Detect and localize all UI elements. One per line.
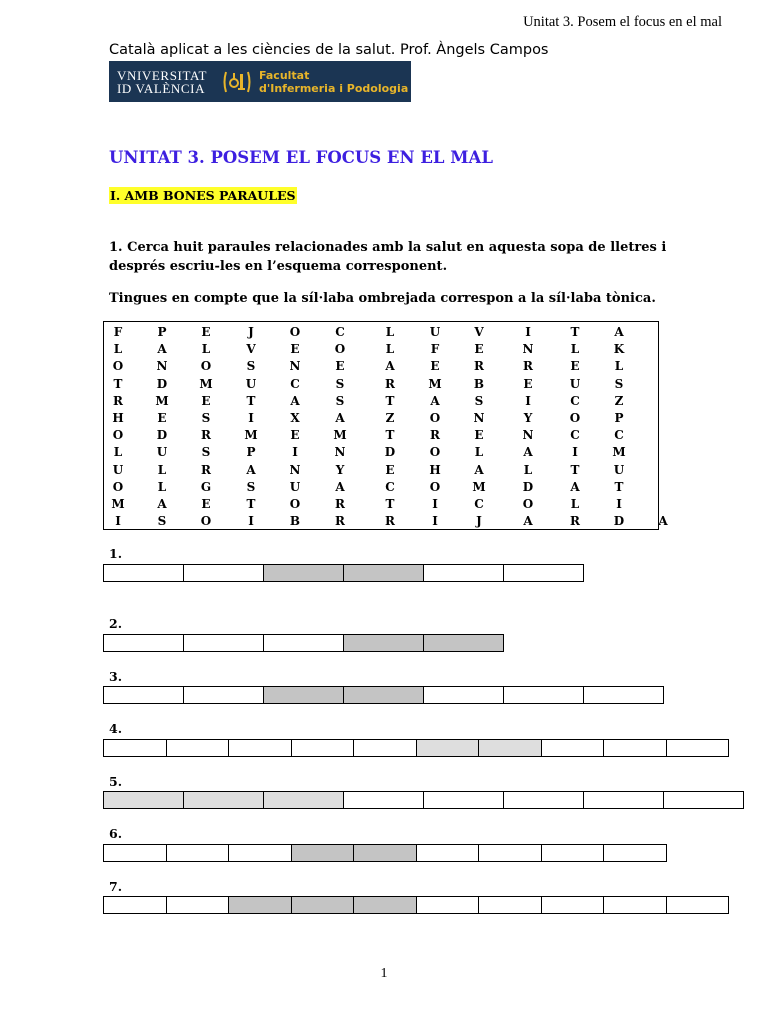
syllable-box[interactable] <box>292 740 355 756</box>
syllable-box-shaded[interactable] <box>417 740 480 756</box>
grid-letter: L <box>614 359 624 374</box>
syllable-box[interactable] <box>104 897 167 913</box>
grid-letter: O <box>522 497 534 511</box>
syllable-box[interactable] <box>667 897 730 913</box>
grid-letter: E <box>335 359 345 374</box>
grid-letter: T <box>246 393 256 408</box>
grid-letter: A <box>523 514 533 529</box>
syllable-box[interactable] <box>479 897 542 913</box>
grid-letter: I <box>432 514 438 529</box>
grid-letter: E <box>201 497 211 511</box>
grid-letter: C <box>474 497 484 511</box>
syllable-box[interactable] <box>424 687 504 703</box>
grid-letter: A <box>335 479 345 494</box>
grid-letter: N <box>473 411 485 425</box>
grid-letter: B <box>473 376 485 391</box>
grid-letter: L <box>385 342 395 357</box>
syllable-box[interactable] <box>584 687 664 703</box>
syllable-box[interactable] <box>264 635 344 651</box>
grid-letter: S <box>246 359 256 374</box>
grid-letter: S <box>201 445 211 460</box>
grid-letter: S <box>335 393 345 408</box>
syllable-box[interactable] <box>504 687 584 703</box>
syllable-box-shaded[interactable] <box>184 792 264 808</box>
grid-letter: L <box>570 342 580 357</box>
grid-letter: E <box>570 359 580 374</box>
syllable-box[interactable] <box>229 845 292 861</box>
syllable-box-shaded[interactable] <box>104 792 184 808</box>
grid-letter: L <box>474 445 484 460</box>
syllable-box[interactable] <box>584 792 664 808</box>
grid-letter: L <box>570 497 580 511</box>
grid-letter: L <box>157 479 167 494</box>
grid-letter: I <box>525 393 531 408</box>
syllable-box-shaded[interactable] <box>264 687 344 703</box>
grid-letter: T <box>570 325 580 339</box>
exercise-label: 3. <box>109 669 123 684</box>
grid-letter: U <box>112 462 124 477</box>
grid-letter: L <box>523 462 533 477</box>
grid-letter: L <box>113 342 123 357</box>
grid-letter: A <box>290 393 300 408</box>
syllable-box[interactable] <box>104 565 184 581</box>
syllable-box[interactable] <box>229 740 292 756</box>
grid-letter: P <box>246 445 256 460</box>
syllable-box-shaded[interactable] <box>479 740 542 756</box>
syllable-box[interactable] <box>604 897 667 913</box>
grid-letter: N <box>156 359 168 374</box>
syllable-box-shaded[interactable] <box>344 565 424 581</box>
grid-letter: E <box>290 342 300 357</box>
grid-letter: S <box>614 376 624 391</box>
grid-letter: N <box>289 462 301 477</box>
grid-letter: S <box>201 411 211 425</box>
grid-letter: N <box>334 445 346 460</box>
grid-letter: O <box>200 514 212 529</box>
exercise-label: 2. <box>109 616 123 631</box>
grid-letter: T <box>385 393 395 408</box>
grid-letter: S <box>474 393 484 408</box>
exercise-label: 6. <box>109 826 123 841</box>
syllable-box[interactable] <box>542 845 605 861</box>
page-number: 1 <box>380 966 388 981</box>
grid-letter: U <box>245 376 257 391</box>
syllable-box[interactable] <box>354 740 417 756</box>
syllable-box-shaded[interactable] <box>344 687 424 703</box>
syllable-box[interactable] <box>604 845 667 861</box>
grid-letter: Z <box>614 393 624 408</box>
grid-letter: R <box>335 497 345 511</box>
grid-letter: E <box>385 462 395 477</box>
grid-letter: T <box>614 479 624 494</box>
exercise-label: 7. <box>109 879 123 894</box>
grid-letter: Z <box>385 411 395 425</box>
syllable-scheme <box>103 791 744 809</box>
syllable-box[interactable] <box>424 565 504 581</box>
syllable-box[interactable] <box>104 635 184 651</box>
grid-letter: A <box>430 393 440 408</box>
grid-letter: A <box>523 445 533 460</box>
grid-letter: U <box>429 325 441 339</box>
grid-letter: U <box>613 462 625 477</box>
syllable-box[interactable] <box>184 687 264 703</box>
grid-letter: T <box>385 428 395 443</box>
grid-letter: A <box>246 462 256 477</box>
grid-letter: C <box>290 376 300 391</box>
exercise-label: 4. <box>109 721 123 736</box>
syllable-box[interactable] <box>344 792 424 808</box>
grid-letter: C <box>385 479 395 494</box>
grid-letter: E <box>201 325 211 339</box>
syllable-box[interactable] <box>104 687 184 703</box>
grid-letter: L <box>113 445 123 460</box>
syllable-box[interactable] <box>104 740 167 756</box>
grid-letter: U <box>156 445 168 460</box>
grid-letter: A <box>614 325 624 339</box>
grid-letter: R <box>201 462 211 477</box>
grid-letter: N <box>289 359 301 374</box>
syllable-scheme <box>103 896 729 914</box>
syllable-box-shaded[interactable] <box>424 635 504 651</box>
grid-letter: I <box>248 514 254 529</box>
grid-letter: N <box>522 342 534 357</box>
grid-letter: M <box>244 428 258 443</box>
grid-letter: O <box>289 325 301 339</box>
grid-letter: J <box>248 325 254 339</box>
syllable-box-shaded[interactable] <box>229 897 292 913</box>
grid-letter: T <box>246 497 256 511</box>
faculty-wordmark <box>259 69 408 95</box>
running-head: Unitat 3. Posem el focus en el mal <box>523 14 722 30</box>
grid-letter: E <box>430 359 440 374</box>
grid-letter: S <box>157 514 167 529</box>
grid-letter: Y <box>523 411 533 425</box>
grid-letter: E <box>474 342 484 357</box>
syllable-box-shaded[interactable] <box>354 897 417 913</box>
grid-letter: J <box>476 514 482 529</box>
syllable-box[interactable] <box>504 792 584 808</box>
grid-letter: A <box>474 462 484 477</box>
syllable-box[interactable] <box>604 740 667 756</box>
instruction-stress: Tingues en compte que la síl·laba ombrejada correspon a la síl·laba tònica. <box>109 291 656 306</box>
syllable-box[interactable] <box>167 740 230 756</box>
grid-letter: R <box>113 393 123 408</box>
grid-letter: A <box>570 479 580 494</box>
university-wordmark <box>117 69 221 95</box>
grid-letter: R <box>474 359 484 374</box>
grid-letter: V <box>474 325 484 339</box>
grid-letter: R <box>430 428 440 443</box>
grid-letter: I <box>525 325 531 339</box>
grid-letter: T <box>113 376 123 391</box>
grid-letter: C <box>570 393 580 408</box>
grid-letter: D <box>384 445 396 460</box>
grid-letter: M <box>199 376 213 391</box>
grid-letter: D <box>522 479 534 494</box>
grid-letter: R <box>385 376 395 391</box>
syllable-scheme <box>103 844 667 862</box>
university-logo <box>109 61 411 102</box>
grid-letter: U <box>289 479 301 494</box>
grid-letter: P <box>614 411 624 425</box>
grid-letter: E <box>290 428 300 443</box>
syllable-box-shaded[interactable] <box>264 565 344 581</box>
grid-letter: M <box>333 428 347 443</box>
grid-letter: I <box>115 514 121 529</box>
syllable-box[interactable] <box>184 635 264 651</box>
grid-letter: F <box>430 342 440 357</box>
grid-letter: S <box>335 376 345 391</box>
grid-letter: D <box>156 428 168 443</box>
grid-letter: R <box>570 514 580 529</box>
syllable-box[interactable] <box>542 740 605 756</box>
grid-letter: O <box>334 342 346 357</box>
grid-letter: K <box>613 342 625 357</box>
grid-letter: D <box>156 376 168 391</box>
grid-letter: A <box>658 514 668 529</box>
syllable-box[interactable] <box>479 845 542 861</box>
syllable-scheme <box>103 686 664 704</box>
grid-letter: L <box>385 325 395 339</box>
syllable-box[interactable] <box>167 897 230 913</box>
syllable-box-shaded[interactable] <box>344 635 424 651</box>
syllable-box[interactable] <box>167 845 230 861</box>
grid-letter: O <box>112 479 124 494</box>
grid-letter: O <box>429 445 441 460</box>
grid-letter: U <box>569 376 581 391</box>
grid-letter: R <box>523 359 533 374</box>
grid-letter: F <box>113 325 123 339</box>
grid-letter: O <box>289 497 301 511</box>
grid-letter: R <box>385 514 395 529</box>
syllable-box[interactable] <box>667 740 730 756</box>
syllable-box[interactable] <box>424 792 504 808</box>
syllable-box[interactable] <box>542 897 605 913</box>
syllable-scheme <box>103 739 729 757</box>
grid-letter: M <box>155 393 169 408</box>
grid-letter: I <box>616 497 622 511</box>
grid-letter: O <box>429 411 441 425</box>
instruction-search: 1. Cerca huit paraules relacionades amb la salut en aquesta sopa de lletres i després escriu-les en l’esquema corresponent. <box>109 240 667 274</box>
syllable-scheme <box>103 564 584 582</box>
grid-letter: E <box>201 393 211 408</box>
grid-letter: M <box>428 376 442 391</box>
grid-letter: O <box>569 411 581 425</box>
university-line-1: VNIVERSITAT <box>117 67 208 83</box>
grid-letter: A <box>335 411 345 425</box>
syllable-box[interactable] <box>417 897 480 913</box>
grid-letter: T <box>385 497 395 511</box>
grid-letter: I <box>292 445 298 460</box>
grid-letter: M <box>612 445 626 460</box>
grid-letter: O <box>112 428 124 443</box>
faculty-line-1: Facultat <box>259 68 310 82</box>
exercise-label: 1. <box>109 546 123 561</box>
grid-letter: X <box>290 411 300 425</box>
grid-letter: L <box>157 462 167 477</box>
grid-letter: P <box>157 325 167 339</box>
grid-letter: B <box>289 514 301 529</box>
grid-letter: C <box>570 428 580 443</box>
syllable-box[interactable] <box>504 565 584 581</box>
syllable-box[interactable] <box>417 845 480 861</box>
faculty-emblem-icon <box>221 68 253 96</box>
syllable-box-shaded[interactable] <box>354 845 417 861</box>
grid-letter: O <box>200 359 212 374</box>
grid-letter: O <box>429 479 441 494</box>
exercise-label: 5. <box>109 774 123 789</box>
grid-letter: R <box>201 428 211 443</box>
faculty-line-2: d'Infermeria i Podologia <box>259 81 409 95</box>
university-line-2: ID VALÈNCIA <box>117 80 206 96</box>
word-search-grid <box>103 321 668 530</box>
syllable-box[interactable] <box>104 845 167 861</box>
section-title: I. AMB BONES PARAULES <box>110 188 296 203</box>
grid-letter: Y <box>335 462 345 477</box>
grid-letter: I <box>572 445 578 460</box>
syllable-box-shaded[interactable] <box>264 792 344 808</box>
grid-letter: M <box>111 497 125 511</box>
grid-letter: E <box>523 376 533 391</box>
grid-letter: E <box>157 411 167 425</box>
grid-letter: H <box>429 462 441 477</box>
grid-letter: M <box>472 479 486 494</box>
grid-letter: E <box>474 428 484 443</box>
grid-letter: A <box>157 497 167 511</box>
grid-letter: V <box>246 342 256 357</box>
syllable-scheme <box>103 634 504 652</box>
syllable-box-shaded[interactable] <box>292 845 355 861</box>
grid-letter: N <box>522 428 534 443</box>
syllable-box[interactable] <box>184 565 264 581</box>
grid-letter: D <box>613 514 625 529</box>
grid-letter: C <box>335 325 345 339</box>
grid-letter: T <box>570 462 580 477</box>
grid-letter: G <box>200 479 212 494</box>
grid-letter: I <box>248 411 254 425</box>
syllable-box[interactable] <box>664 792 744 808</box>
grid-letter: A <box>385 359 395 374</box>
grid-letter: A <box>157 342 167 357</box>
unit-title: UNITAT 3. POSEM EL FOCUS EN EL MAL <box>109 148 493 167</box>
grid-letter: H <box>112 411 124 425</box>
grid-letter: L <box>201 342 211 357</box>
syllable-box-shaded[interactable] <box>292 897 355 913</box>
grid-letter: I <box>432 497 438 511</box>
grid-letter: S <box>246 479 256 494</box>
course-line: Català aplicat a les ciències de la salut. Prof. Àngels Campos <box>109 42 549 58</box>
grid-letter: C <box>614 428 624 443</box>
grid-letter: O <box>112 359 124 374</box>
grid-letter: R <box>335 514 345 529</box>
